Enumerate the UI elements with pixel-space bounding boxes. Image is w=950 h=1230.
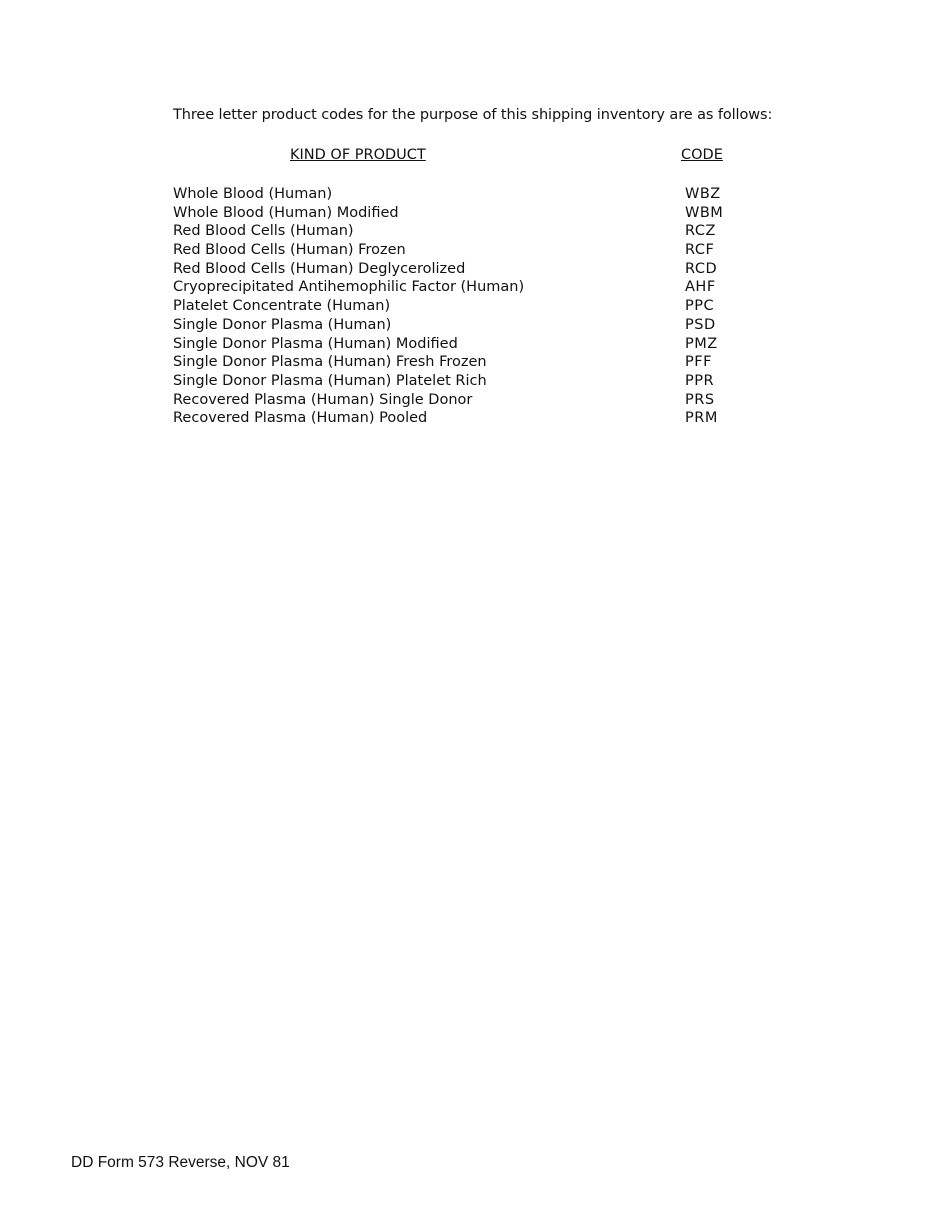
- list-item: [173, 409, 733, 428]
- list-item: [173, 353, 733, 372]
- product-name: Red Blood Cells (Human) Frozen: [173, 242, 406, 259]
- product-column-header: KIND OF PRODUCT: [290, 147, 426, 163]
- list-item: [173, 316, 733, 335]
- intro-text: Three letter product codes for the purpose of this shipping inventory are as follows:: [173, 107, 773, 123]
- product-code: RCF: [685, 242, 715, 259]
- product-code: RCD: [685, 260, 718, 277]
- product-name: Cryoprecipitated Antihemophilic Factor (Human): [173, 279, 525, 296]
- product-code: PPR: [685, 372, 715, 389]
- product-name: Whole Blood (Human): [173, 186, 333, 202]
- list-item: [173, 335, 733, 354]
- product-code-list: [173, 185, 733, 428]
- code-column-header: CODE: [681, 147, 723, 163]
- product-name: Whole Blood (Human) Modified: [173, 204, 399, 221]
- list-item: [173, 391, 733, 410]
- list-item: [173, 278, 733, 297]
- product-code: WBZ: [685, 186, 721, 202]
- list-item: [173, 185, 733, 204]
- list-item: [173, 204, 733, 223]
- product-name: Single Donor Plasma (Human) Fresh Frozen: [173, 354, 487, 371]
- product-code: RCZ: [685, 223, 716, 240]
- list-item: [173, 297, 733, 316]
- product-name: Recovered Plasma (Human) Pooled: [173, 410, 428, 427]
- product-code: PMZ: [685, 335, 718, 352]
- product-code: PPC: [685, 298, 715, 315]
- product-name: Single Donor Plasma (Human) Modified: [173, 335, 458, 352]
- product-code: PRS: [685, 391, 715, 408]
- product-name: Platelet Concentrate (Human): [173, 298, 391, 315]
- list-item: [173, 222, 733, 241]
- product-name: Single Donor Plasma (Human) Platelet Rich: [173, 372, 487, 389]
- list-item: [173, 372, 733, 391]
- list-item: [173, 260, 733, 279]
- product-code: AHF: [685, 279, 716, 296]
- product-code: PSD: [685, 316, 716, 333]
- form-footer: DD Form 573 Reverse, NOV 81: [71, 1154, 290, 1171]
- product-code: WBM: [685, 204, 724, 221]
- product-code: PRM: [685, 410, 718, 427]
- product-name: Single Donor Plasma (Human): [173, 316, 392, 333]
- product-name: Red Blood Cells (Human): [173, 223, 354, 240]
- product-code: PFF: [685, 354, 712, 371]
- product-name: Red Blood Cells (Human) Deglycerolized: [173, 260, 466, 277]
- list-item: [173, 241, 733, 260]
- product-name: Recovered Plasma (Human) Single Donor: [173, 391, 473, 408]
